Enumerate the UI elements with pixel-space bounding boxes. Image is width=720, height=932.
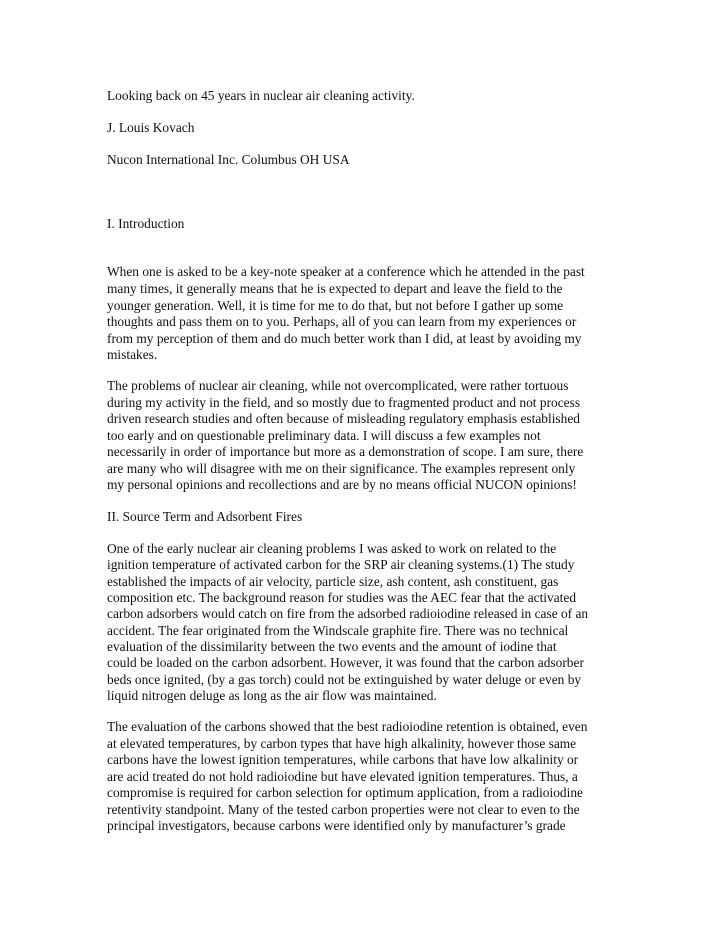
paragraph-line: thoughts and pass them on to you. Perhaps, all of you can learn from my experiences or <box>107 314 577 329</box>
paragraph-line: mistakes. <box>107 347 158 362</box>
paragraph-line: principal investigators, because carbons were identified only by manufacturer’s grade <box>107 818 566 833</box>
author-affiliation: Nucon International Inc. Columbus OH USA <box>107 152 350 167</box>
paragraph-line: during my activity in the field, and so mostly due to fragmented product and not process <box>107 395 581 410</box>
paragraph-line: younger generation. Well, it is time for me to do that, but not before I gather up some <box>107 298 564 313</box>
section-heading-source-term: II. Source Term and Adsorbent Fires <box>107 509 303 524</box>
paragraph-line: are acid treated do not hold radioiodine but have elevated ignition temperatures. Thus, a <box>107 769 578 784</box>
paragraph-line: are many who will disagree with me on their significance. The examples represent only <box>107 461 576 476</box>
paragraph-line: too early and on questionable preliminary data. I will discuss a few examples not <box>107 428 541 443</box>
paragraph-line: beds once ignited, (by a gas torch) could not be extinguished by water deluge or even by <box>107 672 582 687</box>
paragraph-line: liquid nitrogen deluge as long as the air flow was maintained. <box>107 688 437 703</box>
section-heading-introduction: I. Introduction <box>107 216 185 231</box>
author-name: J. Louis Kovach <box>107 120 195 135</box>
paragraph-line: composition etc. The background reason for studies was the AEC fear that the activated <box>107 590 577 605</box>
paragraph-line: carbon adsorbers would catch on fire from the adsorbed radioiodine released in case of an <box>107 606 589 621</box>
paragraph-line: my personal opinions and recollections and are by no means official NUCON opinions! <box>107 477 577 492</box>
paragraph-line: compromise is required for carbon selection for optimum application, from a radioiodine <box>107 785 583 800</box>
paragraph-line: could be loaded on the carbon adsorbent. However, it was found that the carbon adsorber <box>107 655 584 670</box>
paragraph-line: evaluation of the dissimilarity between the two events and the amount of iodine that <box>107 639 557 654</box>
paragraph-line: many times, it generally means that he is expected to depart and leave the field to the <box>107 281 563 296</box>
document-title: Looking back on 45 years in nuclear air cleaning activity. <box>107 88 415 103</box>
paragraph-line: One of the early nuclear air cleaning problems I was asked to work on related to the <box>107 541 557 556</box>
paragraph-line: at elevated temperatures, by carbon types that have high alkalinity, however those same <box>107 736 577 751</box>
paragraph-line: carbons have the lowest ignition temperatures, while carbons that have low alkalinity or <box>107 752 579 767</box>
paragraph-line: established the impacts of air velocity, particle size, ash content, ash constituent, gas <box>107 574 559 589</box>
paragraph-line: driven research studies and often because of misleading regulatory emphasis established <box>107 411 580 426</box>
paragraph-line: When one is asked to be a key-note speaker at a conference which he attended in the past <box>107 264 585 279</box>
paragraph-line: The problems of nuclear air cleaning, while not overcomplicated, were rather tortuous <box>107 378 569 393</box>
paragraph-line: from my perception of them and do much better work than I did, at least by avoiding my <box>107 331 582 346</box>
paragraph-line: The evaluation of the carbons showed that the best radioiodine retention is obtained, even <box>107 719 588 734</box>
paragraph-line: retentivity standpoint. Many of the tested carbon properties were not clear to even to the <box>107 802 580 817</box>
paragraph-line: ignition temperature of activated carbon for the SRP air cleaning systems.(1) The study <box>107 557 575 572</box>
paragraph-line: necessarily in order of importance but more as a demonstration of scope. I am sure, there <box>107 444 584 459</box>
paragraph-line: accident. The fear originated from the Windscale graphite fire. There was no technical <box>107 623 569 638</box>
